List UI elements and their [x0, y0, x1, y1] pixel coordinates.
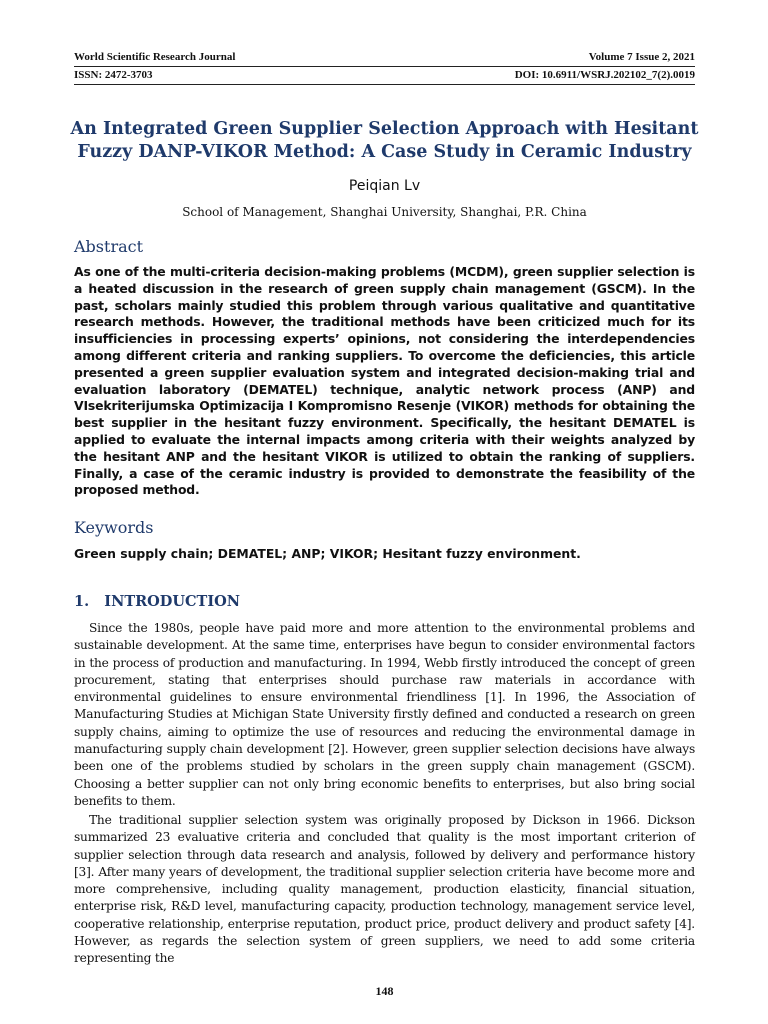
header-rule-top: [74, 66, 695, 67]
page-number: 148: [375, 984, 394, 998]
issn: ISSN: 2472-3703: [74, 69, 153, 81]
keywords-heading: Keywords: [74, 518, 154, 537]
introduction-paragraph: The traditional supplier selection system was originally proposed by Dickson in 1966. Dickson summarized 23 evaluative criteria and concluded that quality is the most important criterion of supplier selection through data research and analysis, followed by delivery and performance history [3]. After many years of development, the traditional supplier selection criteria have become more and more comprehensive, including quality management, production elasticity, financial situation, enterprise risk, R&D level, manufacturing capacity, production technology, management service level, cooperative relationship, enterprise reputation, product price, product delivery and product safety [4]. However, as regards the selection system of green suppliers, we need to add some criteria representing the: [74, 813, 695, 966]
introduction-paragraph: Since the 1980s, people have paid more and more attention to the environmental problems and sustainable development. At the same time, enterprises have begun to consider environmental factors in the process of production and manufacturing. In 1994, Webb firstly introduced the concept of green procurement, stating that enterprises should purchase raw materials in accordance with environmental guidelines to ensure environmental friendliness [1]. In 1996, the Association of Manufacturing Studies at Michigan State University firstly defined and conducted a research on green supply chains, aiming to optimize the use of resources and reducing the environmental damage in manufacturing supply chain development [2]. However, green supplier selection decisions have always been one of the problems studied by scholars in the green supply chain management (GSCM). Choosing a better supplier can not only bring economic benefits to enterprises, but also bring social benefits to them.: [74, 621, 695, 808]
paper-title: An Integrated Green Supplier Selection Approach with Hesitant Fuzzy DANP-VIKOR Method: A Case Study in Ceramic Industry: [70, 119, 699, 162]
running-header-bottom: [74, 69, 695, 81]
journal-name: World Scientific Research Journal: [74, 51, 236, 63]
author-affiliation: School of Management, Shanghai University, Shanghai, P.R. China: [182, 205, 587, 219]
author-name: Peiqian Lv: [348, 178, 421, 194]
doi: DOI: 10.6911/WSRJ.202102_7(2).0019: [514, 69, 695, 81]
keywords-text: Green supply chain; DEMATEL; ANP; VIKOR; Hesitant fuzzy environment.: [74, 546, 581, 561]
abstract-text: As one of the multi-criteria decision-making problems (MCDM), green supplier selection is a heated discussion in the research of green supply chain management (GSCM). In the past, scholars mainly studied this problem through various qualitative and quantitative research methods. However, the traditional methods have been criticized much for its insufficiencies in processing experts’ opinions, not considering the interdependencies among different criteria and ranking suppliers. To overcome the deficiencies, this article presented a green supplier evaluation system and integrated decision-making trial and evaluation laboratory (DEMATEL) technique, analytic network process (ANP) and VIsekriterijumska Optimizacija I Kompromisno Resenje (VIKOR) methods for obtaining the best supplier in the hesitant fuzzy environment. Specifically, the hesitant DEMATEL is applied to evaluate the internal impacts among criteria with their weights analyzed by the hesitant ANP and the hesitant VIKOR is utilized to obtain the ranking of suppliers. Finally, a case of the ceramic industry is provided to demonstrate the feasibility of the proposed method.: [74, 264, 695, 498]
volume-info: Volume 7 Issue 2, 2021: [588, 51, 695, 63]
running-header-top: [74, 51, 695, 63]
header-rule-bottom: [74, 84, 695, 85]
abstract-heading: Abstract: [74, 237, 144, 256]
introduction-heading: 1. INTRODUCTION: [74, 593, 241, 610]
